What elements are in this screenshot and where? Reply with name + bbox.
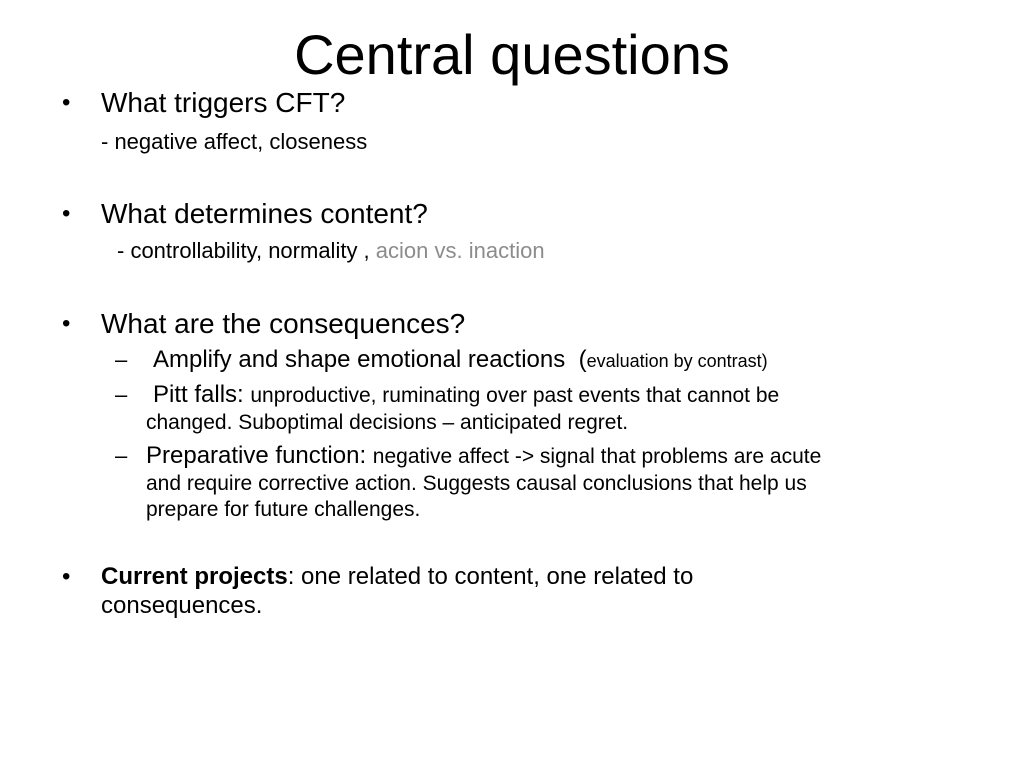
current-projects-text-2: consequences. (101, 592, 263, 619)
answer-content-main: - controllability, normality , (117, 238, 370, 263)
consequence-amplify (153, 346, 768, 375)
dash-icon: – (115, 443, 128, 468)
consequence-pitfalls-detail-1: unproductive, ruminating over past events that cannot be (250, 384, 780, 407)
consequence-pitfalls-detail-2: changed. Suboptimal decisions – anticipated regret. (146, 411, 629, 434)
question-content: What determines content? (101, 198, 428, 229)
question-consequences: What are the consequences? (101, 308, 466, 339)
bullet-icon: • (62, 89, 71, 116)
answer-triggers: - negative affect, closeness (101, 129, 368, 154)
consequence-amplify-detail: evaluation by contrast) (586, 351, 768, 371)
bullet-icon: • (62, 200, 71, 227)
bullet-icon: • (62, 310, 71, 337)
consequence-preparative-detail-2: and require corrective action. Suggests causal conclusions that help us (146, 472, 807, 495)
consequence-preparative (146, 442, 821, 471)
dash-icon: – (115, 347, 128, 372)
consequence-pitfalls-heading: Pitt falls: (153, 381, 244, 408)
consequence-amplify-paren: ( (578, 346, 587, 373)
question-triggers: What triggers CFT? (101, 87, 346, 118)
consequence-preparative-detail-3: prepare for future challenges. (146, 498, 421, 521)
slide-title: Central questions (294, 23, 730, 86)
answer-content (117, 237, 545, 265)
dash-icon: – (115, 382, 128, 407)
current-projects-label: Current projects (101, 563, 288, 590)
consequence-preparative-detail-1: negative affect -> signal that problems are acute (372, 445, 822, 468)
current-projects (101, 562, 693, 592)
current-projects-text: : one related to content, one related to (287, 563, 694, 590)
consequence-pitfalls (153, 381, 779, 410)
answer-content-grey: acion vs. inaction (375, 238, 545, 263)
consequence-amplify-heading: Amplify and shape emotional reactions (153, 346, 566, 373)
consequence-preparative-heading: Preparative function: (146, 442, 367, 469)
bullet-icon: • (62, 563, 71, 590)
